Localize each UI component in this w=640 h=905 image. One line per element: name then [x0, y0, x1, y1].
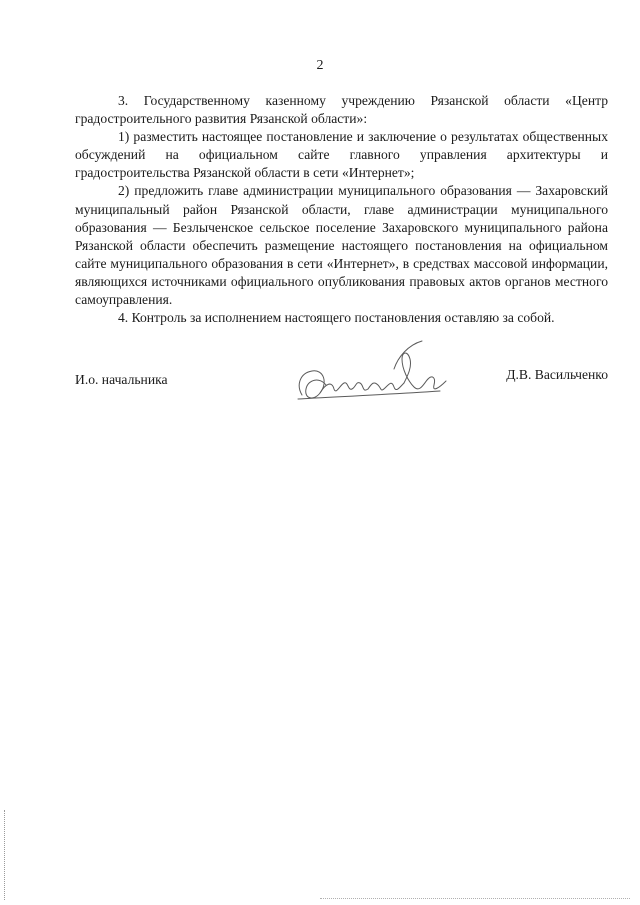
- document-body: [75, 92, 608, 327]
- signatory-position: И.о. начальника: [75, 372, 168, 387]
- paragraph-item-3: 3. Государственному казенному учреждению Рязанской области «Центр градостроительного развития Рязанской области»:: [75, 93, 608, 127]
- signature-block: [75, 367, 608, 427]
- page-number: 2: [316, 58, 324, 73]
- scan-bottom-artifact: [320, 898, 630, 900]
- handwritten-signature: [290, 337, 460, 417]
- paragraph-item-4: 4. Контроль за исполнением настоящего постановления оставляю за собой.: [118, 310, 555, 326]
- paragraph-subitem-2: 2) предложить главе администрации муниципального образования — Захаровский муниципальный район Рязанской области, главе администрации муниципального образования — Безлыченское сельское поселение Захаровского муниципального района Рязанской области обеспечить размещение настоящего постановления на официальном сайте муниципального образования в сети «Интернет», в средствах массовой информации, являющихся источниками официального опубликования правовых актов органов местного самоуправления.: [75, 183, 608, 308]
- signatory-name: Д.В. Васильченко: [506, 367, 608, 382]
- scan-edge-artifact: [4, 810, 7, 900]
- paragraph-subitem-1: 1) разместить настоящее постановление и заключение о результатах общественных обсуждений на официальном сайте главного управления архитектуры и градостроительства Рязанской области в сети «Интернет»;: [75, 129, 608, 181]
